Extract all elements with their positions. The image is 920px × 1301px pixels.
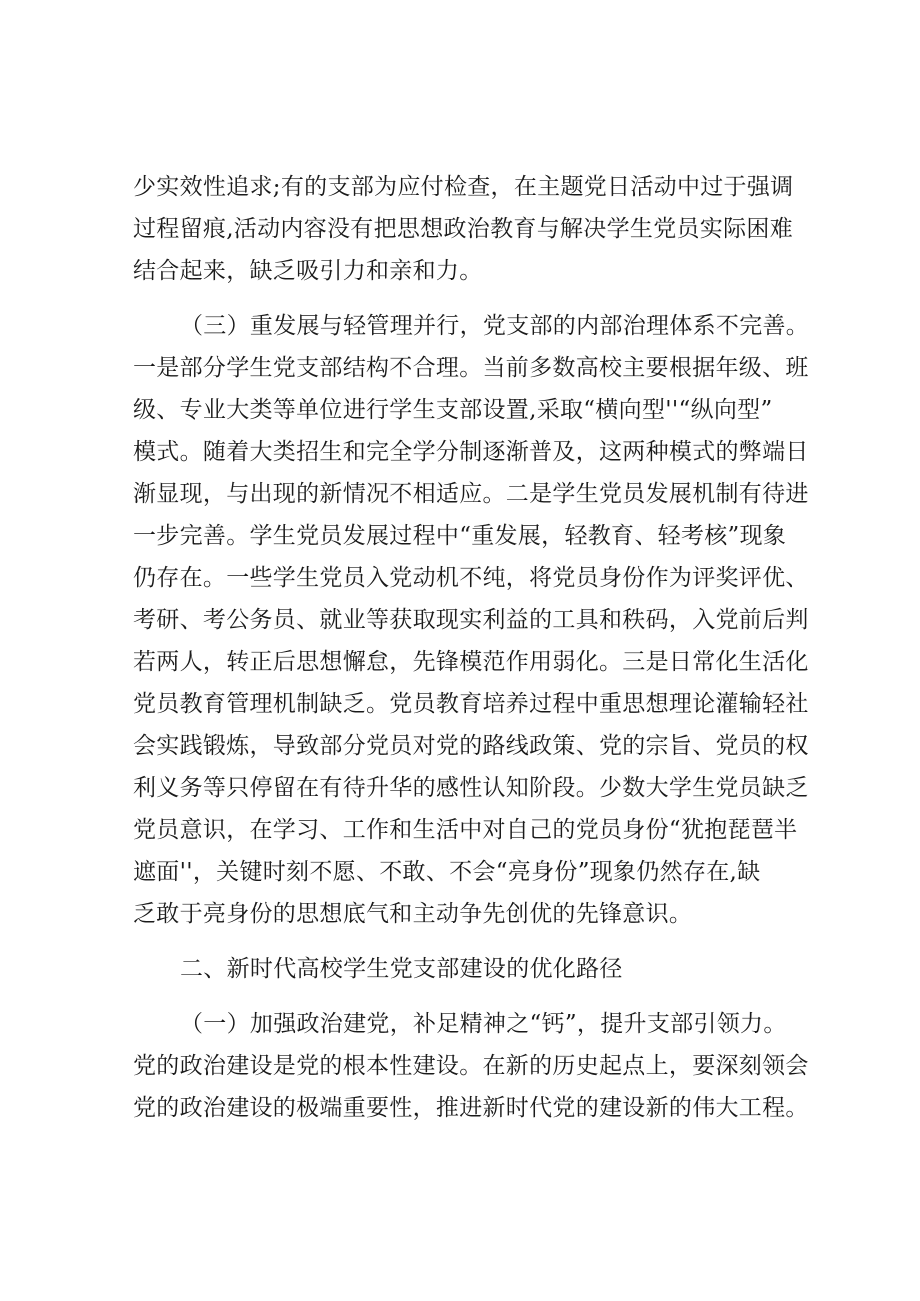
body-line: 遮面''，关键时刻不愿、不敢、不会“亮身份”现象仍然存在,缺 <box>133 859 761 885</box>
body-line: 考研、考公务员、就业等获取现实利益的工具和秩码，入党前后判 <box>133 607 809 633</box>
body-line: 党员意识，在学习、工作和生活中对自己的党员身份“犹抱琵琶半 <box>133 817 798 843</box>
body-line: 仍存在。一些学生党员入党动机不纯，将党员身份作为评奖评优、 <box>133 565 809 591</box>
body-line: 一是部分学生党支部结构不合理。当前多数高校主要根据年级、班 <box>133 355 809 381</box>
chapter-heading-2: 二、新时代高校学生党支部建设的优化路径 <box>180 956 623 982</box>
body-line: 党的政治建设的极端重要性，推进新时代党的建设新的伟大工程。 <box>133 1095 809 1121</box>
section-heading-1: （一）加强政治建党，补足精神之“钙”，提升支部引领力。 <box>180 1011 787 1037</box>
body-line: 党的政治建设是党的根本性建设。在新的历史起点上，要深刻领会 <box>133 1053 809 1079</box>
body-line: 乏敢于亮身份的思想底气和主动争先创优的先锋意识。 <box>133 901 693 927</box>
body-line: 模式。随着大类招生和完全学分制逐渐普及，这两种模式的弊端日 <box>133 439 809 465</box>
body-line: 一步完善。学生党员发展过程中“重发展，轻教育、轻考核”现象 <box>133 523 787 549</box>
body-line: 过程留痕,活动内容没有把思想政治教育与解决学生党员实际困难 <box>133 216 794 242</box>
body-line: 渐显现，与出现的新情况不相适应。二是学生党员发展机制有待进 <box>133 481 809 507</box>
body-line: 少实效性追求;有的支部为应付检查，在主题党日活动中过于强调 <box>133 174 794 200</box>
body-line: 若两人，转正后思想懈怠，先锋模范作用弱化。三是日常化生活化 <box>133 649 809 675</box>
body-line: 会实践锻炼，导致部分党员对党的路线政策、党的宗旨、党员的权 <box>133 733 809 759</box>
body-line: 党员教育管理机制缺乏。党员教育培养过程中重思想理论灌输轻社 <box>133 691 809 717</box>
body-line: 级、专业大类等单位进行学生支部设置,采取“横向型''“纵向型” <box>133 397 773 423</box>
body-line: 利义务等只停留在有待升华的感性认知阶段。少数大学生党员缺乏 <box>133 775 809 801</box>
section-heading-3: （三）重发展与轻管理并行，党支部的内部治理体系不完善。 <box>180 313 810 339</box>
body-line: 结合起来，缺乏吸引力和亲和力。 <box>133 258 483 284</box>
